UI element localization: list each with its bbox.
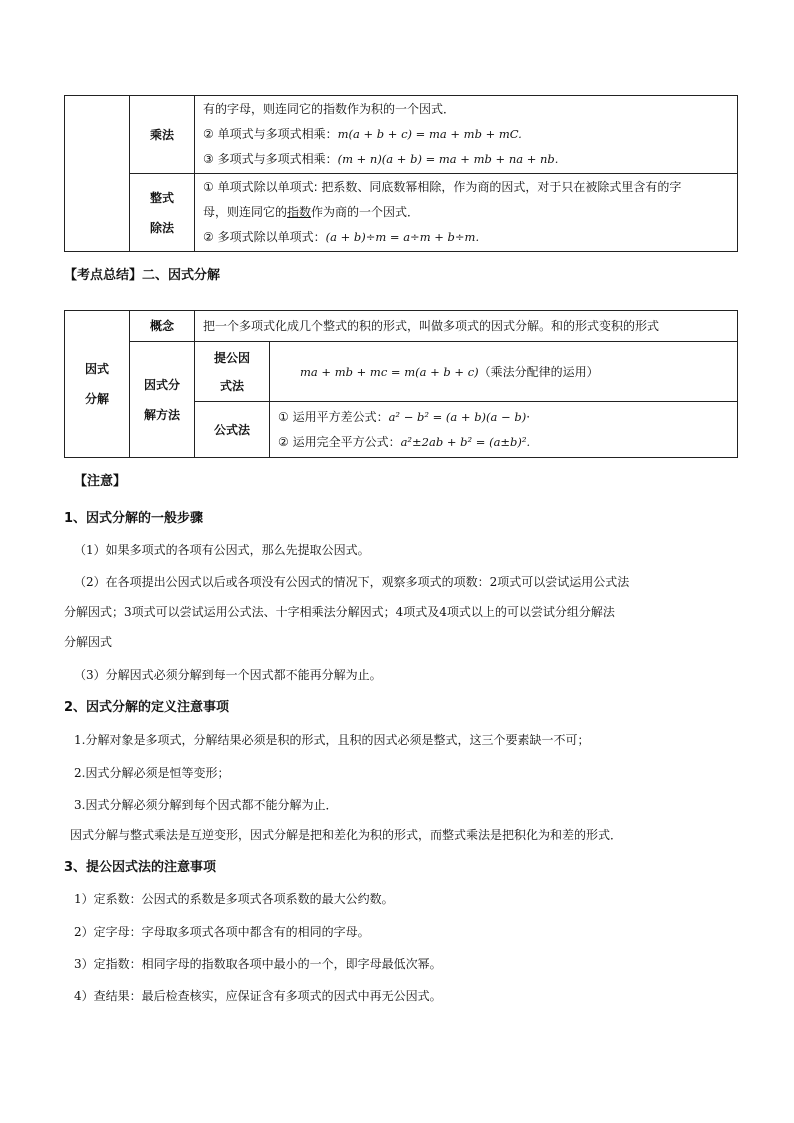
heading-definition-notes: 2、因式分解的定义注意事项 [64, 700, 230, 715]
division-content [195, 174, 738, 252]
mult-line-1: 有的字母，则连同它的指数作为积的一个因式． [203, 102, 456, 116]
notes-title: 【注意】 [74, 474, 127, 489]
heading-general-steps: 1、因式分解的一般步骤 [64, 511, 204, 526]
step-3: （3）分解因式必须分解到每一个因式都不能再分解为止。 [74, 668, 382, 682]
extract-note: （乘法分配律的运用） [478, 365, 599, 379]
heading-extract-notes: 3、提公因式法的注意事项 [64, 860, 217, 875]
extract-note-3: 3）定指数：相同字母的指数取各项中最小的一个，即字母最低次幂。 [74, 957, 442, 971]
multiplication-division-table [64, 95, 738, 252]
concept-text: 把一个多项式化成几个整式的积的形式，叫做多项式的因式分解。和的形式变积的形式 [195, 311, 738, 342]
formula-method-content [270, 402, 738, 458]
extract-note-1: 1）定系数：公因式的系数是多项式各项系数的最大公约数。 [74, 892, 394, 906]
empty-left-cell [65, 96, 130, 252]
extract-note-2: 2）定字母：字母取多项式各项中都含有的相同的字母。 [74, 925, 370, 939]
factorization-table [64, 310, 738, 458]
concept-label: 概念 [130, 311, 195, 342]
method-label: 因式分 解方法 [130, 342, 195, 458]
definition-4: 因式分解与整式乘法是互逆变形，因式分解是把和差化为积的形式，而整式乘法是把积化为和差的形式． [70, 828, 623, 842]
step-2-line-3: 分解因式 [64, 635, 113, 649]
multiplication-content [195, 96, 738, 174]
poly-div-formula: (a + b)÷m = a÷m + b÷m. [325, 230, 480, 244]
section-title-factorization: 【考点总结】二、因式分解 [64, 268, 221, 283]
factorization-outer-label: 因式 分解 [65, 311, 130, 458]
definition-2: 2.因式分解必须是恒等变形； [74, 766, 230, 780]
step-2-line-1: （2）在各项提出公因式以后或各项没有公因式的情况下，观察多项式的项数：2项式可以尝试运用公式法 [74, 575, 630, 589]
multiplication-label: 乘法 [130, 96, 195, 174]
extract-common-factor-label: 提公因 式法 [195, 342, 270, 402]
exponent-underlined: 指数 [287, 205, 312, 219]
step-2-line-2: 分解因式；3项式可以尝试运用公式法、十字相乘法分解因式；4项式及4项式以上的可以尝试分组分解法 [64, 605, 615, 619]
extract-note-4: 4）查结果：最后检查核实，应保证含有多项式的因式中再无公因式。 [74, 989, 442, 1003]
extract-common-factor-content [270, 342, 738, 402]
div-line-3: ② 多项式除以单项式：(a + b)÷m = a÷m + b÷m. [203, 230, 480, 244]
mult-line-2: ② 单项式与多项式相乘：m(a + b + c) = ma + mb + mC. [203, 127, 522, 141]
diff-squares-line: ① 运用平方差公式：a² − b² = (a + b)(a − b)· [278, 409, 531, 424]
poly-poly-formula: (m + n)(a + b) = ma + mb + na + nb. [337, 152, 559, 166]
extract-formula: ma + mb + mc = m(a + b + c) [300, 365, 479, 379]
perfect-square-line: ② 运用完全平方公式：a²±2ab + b² = (a±b)². [278, 434, 531, 449]
formula-method-label: 公式法 [195, 402, 270, 458]
div-line-2: 母，则连同它的指数作为商的一个因式． [203, 205, 420, 219]
division-label: 整式 除法 [130, 174, 195, 252]
mono-poly-formula: m(a + b + c) = ma + mb + mC. [337, 127, 522, 141]
step-1: （1）如果多项式的各项有公因式，那么先提取公因式。 [74, 543, 370, 557]
mult-line-3: ③ 多项式与多项式相乘：(m + n)(a + b) = ma + mb + na + nb. [203, 152, 559, 166]
div-line-1: ① 单项式除以单项式: 把系数、同底数幂相除，作为商的因式，对于只在被除式里含有的字 [203, 180, 682, 194]
definition-3: 3.因式分解必须分解到每个因式都不能分解为止． [74, 798, 338, 812]
definition-1: 1.分解对象是多项式，分解结果必须是积的形式，且积的因式必须是整式，这三个要素缺一不可； [74, 733, 590, 747]
